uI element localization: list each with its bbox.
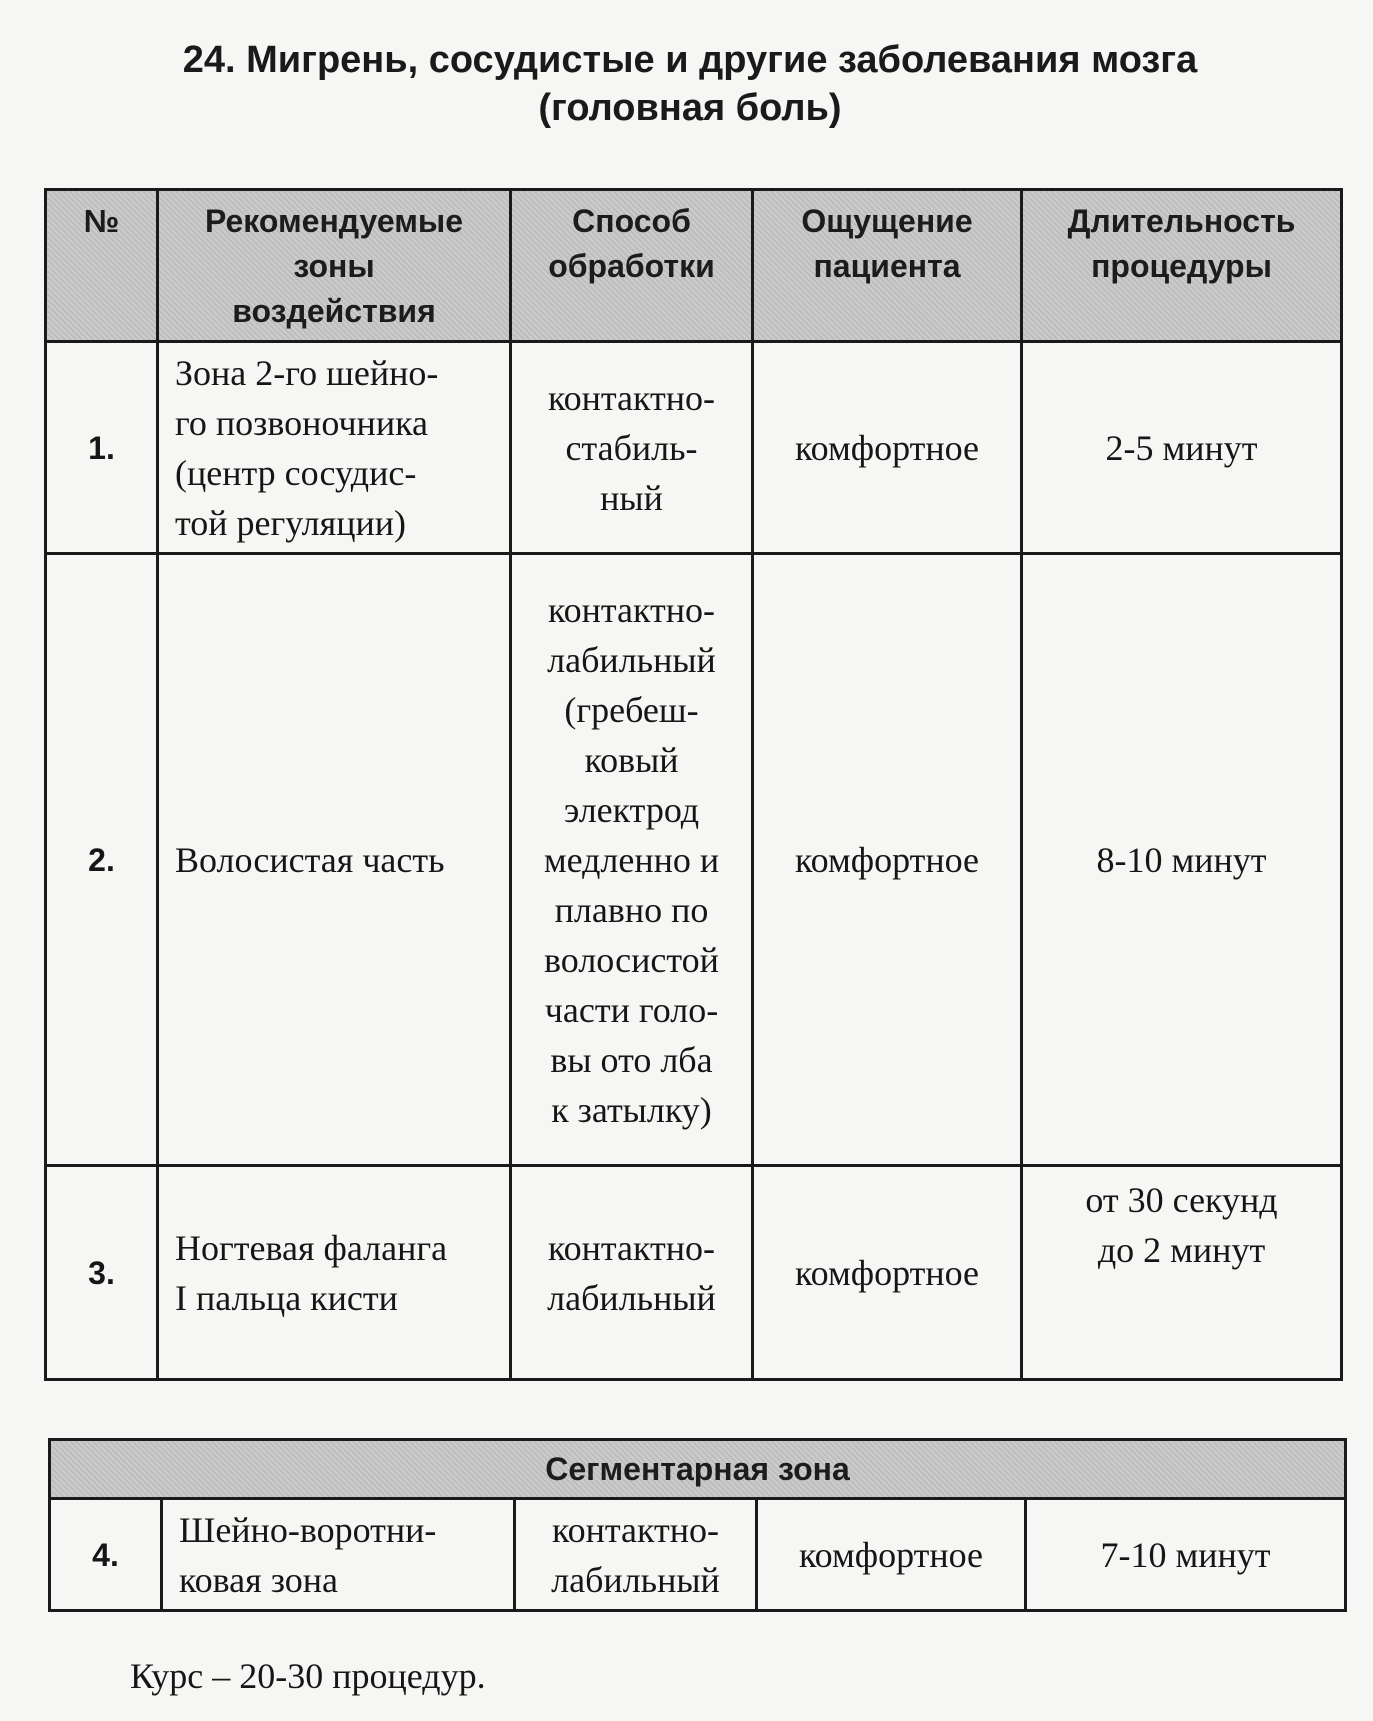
row-sensation: комфортное xyxy=(753,342,1022,554)
row-number: 1. xyxy=(46,342,158,554)
row-zone: Шейно-воротни- ковая зона xyxy=(162,1499,515,1611)
row-duration: 8-10 минут xyxy=(1022,554,1342,1166)
segment-header-row xyxy=(50,1440,1346,1499)
page-title: 24. Мигрень, сосудистые и другие заболевания мозга xyxy=(182,39,1198,81)
row-method: контактно- лабильный xyxy=(515,1499,757,1611)
row-method: контактно- лабильный (гребеш- ковый электрод медленно и плавно по волосистой части голо- вы ото лба к затылку) xyxy=(511,554,753,1166)
row-zone: Ногтевая фаланга I пальца кисти xyxy=(158,1166,511,1380)
row-number: 2. xyxy=(46,554,158,1166)
row-method: контактно- стабиль- ный xyxy=(511,342,753,554)
table-header-row xyxy=(46,190,1342,342)
table-row xyxy=(50,1499,1346,1611)
row-sensation: комфортное xyxy=(757,1499,1026,1611)
row-zone: Волосистая часть xyxy=(158,554,511,1166)
row-sensation: комфортное xyxy=(753,554,1022,1166)
header-zones: Рекомендуемые зоны воздействия xyxy=(158,190,511,342)
header-sensation: Ощущение пациента xyxy=(753,190,1022,342)
row-duration: 2-5 минут xyxy=(1022,342,1342,554)
row-zone: Зона 2-го шейно- го позвоночника (центр сосудис- той регуляции) xyxy=(158,342,511,554)
segment-table xyxy=(48,1438,1347,1612)
header-method: Способ обработки xyxy=(511,190,753,342)
row-number: 3. xyxy=(46,1166,158,1380)
procedure-table xyxy=(44,188,1343,1381)
segment-header: Сегментарная зона xyxy=(50,1440,1346,1499)
table-row xyxy=(46,1166,1342,1380)
table-row xyxy=(46,342,1342,554)
course-note: Курс – 20-30 процедур. xyxy=(130,1656,486,1696)
row-number: 4. xyxy=(50,1499,162,1611)
page-subtitle: (головная боль) xyxy=(538,87,842,129)
header-number: № xyxy=(46,190,158,342)
header-duration: Длительность процедуры xyxy=(1022,190,1342,342)
table-row xyxy=(46,554,1342,1166)
row-duration: 7-10 минут xyxy=(1026,1499,1346,1611)
row-method: контактно- лабильный xyxy=(511,1166,753,1380)
row-sensation: комфортное xyxy=(753,1166,1022,1380)
row-duration: от 30 секунд до 2 минут xyxy=(1022,1166,1342,1380)
